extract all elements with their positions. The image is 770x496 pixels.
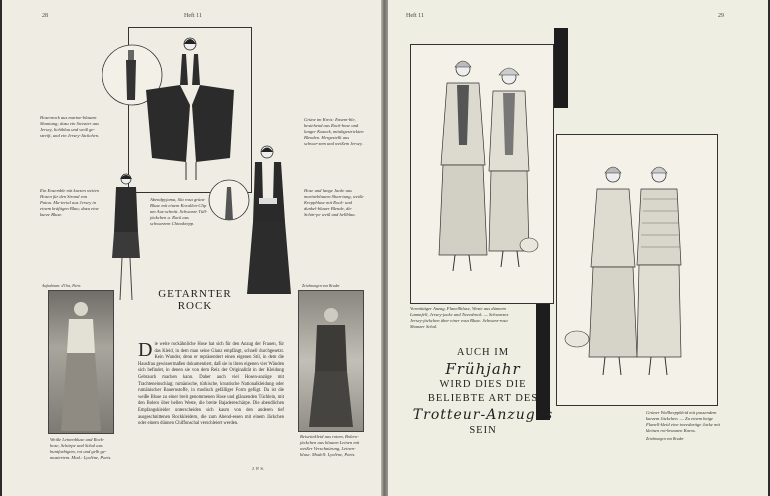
headline-line-2: ROCK bbox=[177, 300, 213, 312]
credit-photos: Aufnahmen: d'Ora, Paris bbox=[42, 284, 81, 288]
caption-trotteur-right: Grüner Wollkreppkleid mit passendem kurzem Jäckchen. — Zu einem beige Flanell-kleid eine tweedartige Jacke mit kleinen rot-braunen Karos. bbox=[646, 410, 720, 433]
caption-trotteur-left: Vormittäger Anzug, Flanellbluse, Weste aus dünnem Lammfell, Jersey-jacke und Tweedrock. — Schwarzes Jersey-jäckchen über einer rosa Bluse. Schwarz-rosa Shanzer Schal. bbox=[410, 306, 509, 329]
headline-trotteur: Trotteur-Anzuges bbox=[412, 407, 554, 423]
decorative-bar-top bbox=[554, 28, 568, 108]
right-page-number: 29 bbox=[718, 13, 724, 19]
trotteur-illustration-left bbox=[411, 45, 553, 303]
spread-gutter bbox=[381, 0, 388, 496]
caption-gruene: Grüne im Kreis: Ensem-ble, bestehend aus Rock-hose und langer Kasack, mitabgestrickten Blenden. Hergestellt aus schwar-zem und weißem Jersey. bbox=[304, 117, 364, 146]
article-headline bbox=[150, 288, 240, 312]
left-page-number: 28 bbox=[42, 13, 48, 19]
headline-line-1: GETARNTER bbox=[158, 288, 232, 300]
illustration-frame-right bbox=[556, 134, 718, 406]
right-running-head: Heft 11 bbox=[406, 13, 424, 19]
trotteur-illustration-right bbox=[557, 135, 717, 405]
headline-beliebte-art: BELIEBTE ART DES bbox=[427, 393, 539, 404]
photo-dark-dress bbox=[298, 290, 364, 432]
left-page bbox=[2, 0, 381, 496]
caption-hosenrock: Hosenrock aus marine-blauem Shantung; dazu ein Sweater aus Jersey, lichtblau und weiß ge-streift, und ein Jersey-Jäckchen. bbox=[40, 115, 100, 138]
headline-wird-dies: WIRD DIES DIE bbox=[439, 379, 527, 390]
caption-photo-left: Weiße Leinenbluse und Rock-hose, Schärpe und Schal aus buntfarbigem, rot und gelb ge-mustertem. Mod.: Lyolène, Paris. bbox=[50, 437, 112, 460]
right-page bbox=[388, 0, 768, 496]
trotteur-headline bbox=[398, 346, 568, 438]
credit-drawings-right: Zeichnungen von Bruder bbox=[646, 437, 684, 441]
headline-auch-im: AUCH IM bbox=[456, 347, 510, 358]
article-signature: J. P. S. bbox=[252, 466, 265, 471]
article-body bbox=[138, 339, 284, 428]
caption-hose-jacke: Hose und lange Jacke aus marineblauem Shan-tung, weiße Kreppbluse mit Rock- und dunkel-blauer Blende, die Schär-pe weiß und hellblau. bbox=[304, 188, 364, 217]
article-text: ie weite rockähnliche Hose hat sich für den Anzug der Frauen, für das Kleid, in dem man seine Glanz empfängt, schnell durchgesetzt. Kein Wunder, denn er repräsentiert einen eigenen Stil, in dem die Hausfrau gewissermaßen dokumentiert, daß sie in ihren eigenen vier Wänden sich befindet, in denen sie von dem Reiz der Originalität in der Kleidung Gebrauch machen kann. Daher auch viel Hosen-anzüge mit Trachteneinschlag; rumänische, türkische, kroatische Nationalkleidung oder rumänischer Bauernstoffe, in modisch gefälliger Form gefügt. Da ist die weiße Bluse zu einer breit genommenen Hose und glänzenden Tüchlein, mit den Bolero über hellen Weste, die breite Bajadereschärpe. Die abendlichen Empfangskleider unterscheiden sich kaum von den anderen tief ausgeschnittenen Rockkleidern, die zum Abend-essen mit einem Jäckchen oder einem dünnen Chiffonschal verschleiert werden. bbox=[138, 342, 284, 427]
caption-abendpyjama: Abendpyjama, lila rosa grüne Bluse mit einem Korallen-Clip am Aus-schnitt. Schwarze Tüll-jäckchen u. Rock aus schwarzem Chinakrepp. bbox=[150, 197, 208, 226]
abendpyjama-illustration bbox=[207, 142, 307, 302]
left-running-head: Heft 11 bbox=[184, 13, 202, 19]
headline-sein: SEIN bbox=[469, 425, 497, 436]
caption-ensemble: Ein Ensemble mit kurzen weiten Hosen für den Strand von Patou. Ma-terial aus Jersey in einem kräftigen Blau; dazu eine kurze Bluse. bbox=[40, 188, 99, 217]
caption-photo-right: Beiseitekleid aus rotem, Bolero-jäckchen aus blauem Leinen mit weißer Verschnürung, Leinen-bluse. Modell: Lyolène, Paris. bbox=[300, 434, 360, 457]
credit-drawings-left: Zeichnungen von Bruder bbox=[302, 284, 340, 288]
article-dropcap: D bbox=[138, 339, 153, 361]
headline-fruehjahr: Frühjahr bbox=[445, 360, 521, 378]
ensemble-illustration bbox=[102, 170, 152, 305]
illustration-frame-left bbox=[410, 44, 554, 304]
photo-white-blouse bbox=[48, 290, 114, 434]
